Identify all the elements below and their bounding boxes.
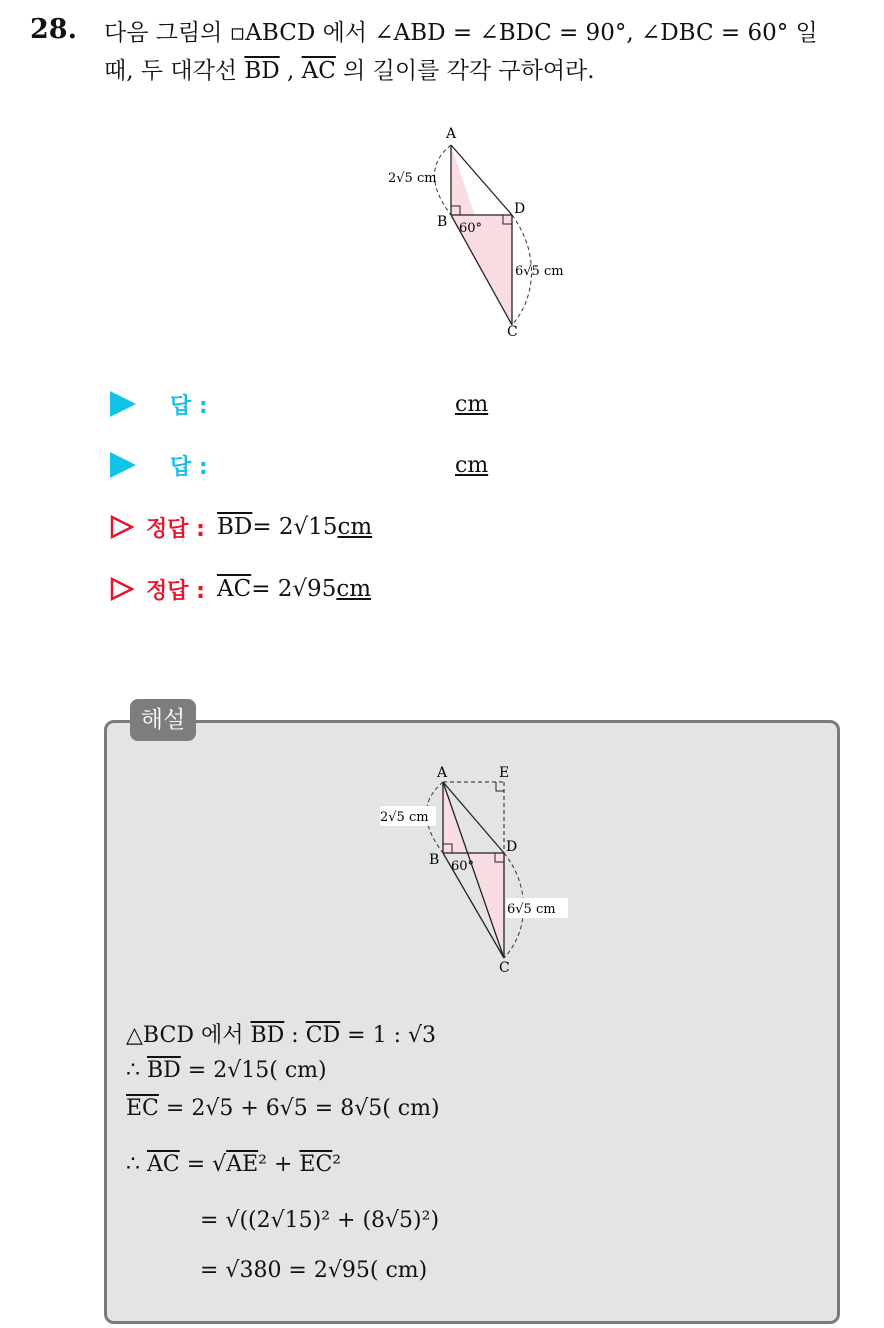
segment-ae: AE (226, 1152, 259, 1177)
angle-label: 60° (451, 859, 475, 874)
segment-ac: $\overline{AC}$ (301, 58, 336, 84)
right-angle-e (496, 782, 504, 791)
solution-line-2 (126, 1058, 327, 1083)
correct-unit: cm (337, 514, 373, 540)
segment-bd: $\overline{BD}$ (244, 58, 280, 84)
segment-ec: $\overline{EC}$ (126, 1096, 159, 1121)
correct-label: 정답 : (146, 578, 205, 604)
segment-bd: $\overline{BD}$ (250, 1023, 285, 1048)
correct-label: 정답 : (146, 516, 205, 542)
label-c: C (499, 960, 510, 976)
segment-bd: $\overline{BD}$ (147, 1058, 181, 1083)
answer-row-2 (110, 445, 530, 485)
label-d: D (514, 201, 526, 217)
label-c: C (507, 324, 518, 340)
side-ab-label: 2√5 cm (380, 810, 429, 825)
correct-segment: $\overline{BD}$ (216, 514, 253, 540)
question-figure (380, 120, 590, 340)
answer-unit: cm (455, 452, 489, 478)
answer-unit: cm (455, 391, 489, 417)
question-line-1: 다음 그림의 ▫ABCD 에서 ∠ABD = ∠BDC = 90°, ∠DBC = 60° 일 (104, 20, 818, 46)
label-b: B (429, 852, 440, 868)
solution-line-5: = √((2√15)² + (8√5)²) (200, 1208, 440, 1233)
sol-text: = 1 : √3 (340, 1023, 437, 1048)
question-line-2-suffix: 의 길이를 각각 구하여라. (335, 58, 595, 84)
answer-row-1 (110, 384, 530, 424)
correct-value: = 2√15 (252, 514, 338, 540)
answer-label: 답 : (170, 393, 208, 419)
correct-row-2 (110, 569, 371, 609)
question-text (104, 14, 874, 90)
label-d: D (506, 839, 518, 855)
sol-text: = 2√15( cm) (180, 1058, 327, 1083)
question-number: 28. (30, 14, 77, 45)
sol-text: : (284, 1023, 306, 1048)
outline-arrow-icon (110, 577, 134, 601)
outline-arrow-icon (110, 515, 134, 539)
question-line-2 (104, 52, 874, 90)
sol-text: ² + (258, 1152, 300, 1177)
label-e: E (499, 765, 510, 781)
side-ab-label: 2√5 cm (388, 171, 437, 186)
correct-row-1 (110, 507, 372, 547)
label-a: A (437, 765, 448, 781)
segment-cd: $\overline{CD}$ (305, 1023, 341, 1048)
answer-label: 답 : (170, 454, 208, 480)
solution-line-6: = √380 = 2√95( cm) (200, 1258, 428, 1283)
solution-tag: 해설 (130, 699, 196, 741)
arc-ab (434, 145, 451, 215)
sol-text: ∴ (126, 1152, 147, 1177)
solution-figure (372, 760, 592, 980)
play-arrow-icon (110, 452, 136, 478)
correct-unit: cm (336, 576, 372, 602)
sol-text: ² (332, 1152, 342, 1177)
question-sep: , (279, 58, 302, 84)
solution-line-4 (126, 1152, 341, 1177)
play-arrow-icon (110, 391, 136, 417)
side-dc-label: 6√5 cm (515, 264, 564, 279)
angle-label: 60° (459, 221, 483, 236)
solution-line-3 (126, 1096, 440, 1121)
label-b: B (437, 214, 448, 230)
label-a: A (446, 126, 457, 142)
side-dc-label: 6√5 cm (507, 902, 556, 917)
solution-line-1 (126, 1018, 436, 1049)
question-line-2-prefix: 때, 두 대각선 (104, 58, 245, 84)
correct-value: = 2√95 (251, 576, 337, 602)
sol-text: △BCD 에서 (126, 1023, 251, 1048)
correct-segment: $\overline{AC}$ (216, 576, 252, 602)
segment-ac: $\overline{AC}$ (147, 1152, 180, 1177)
sol-text: ∴ (126, 1058, 147, 1083)
sol-text: = 2√5 + 6√5 = 8√5( cm) (158, 1096, 440, 1121)
sol-text: = √ (179, 1152, 227, 1177)
segment-ec: $\overline{EC}$ (299, 1152, 333, 1177)
